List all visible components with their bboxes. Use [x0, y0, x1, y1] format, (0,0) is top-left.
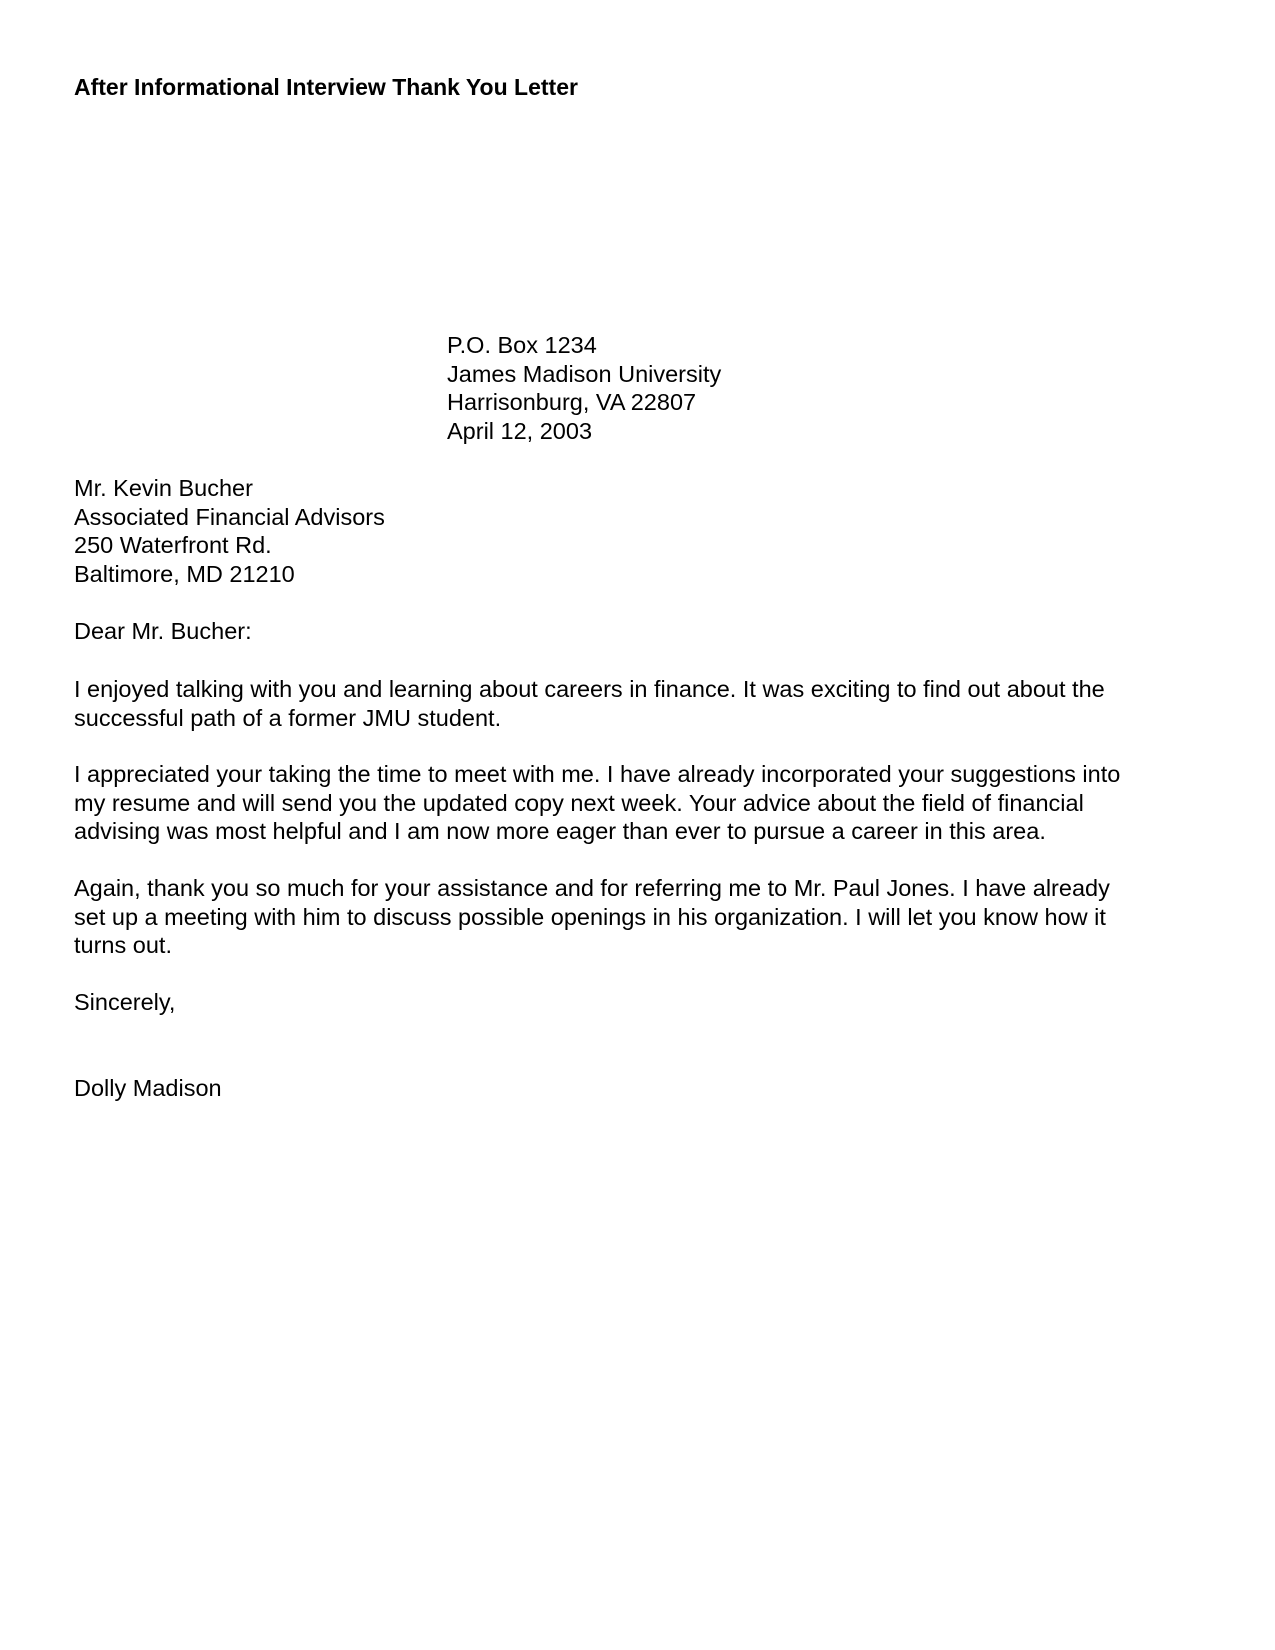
- recipient-street: 250 Waterfront Rd.: [74, 532, 272, 558]
- salutation-text: Dear Mr. Bucher:: [74, 618, 252, 644]
- paragraph-line: successful path of a former JMU student.: [74, 704, 502, 731]
- paragraph-line: advising was most helpful and I am now more eager than ever to pursue a career in this area.: [74, 818, 1046, 844]
- sender-address-line: Harrisonburg, VA 22807: [447, 389, 697, 415]
- sender-address-line: James Madison University: [447, 360, 722, 387]
- paragraph-line: I enjoyed talking with you and learning about careers in finance. It was exciting to find out about the: [74, 676, 1105, 702]
- recipient-name: Mr. Kevin Bucher: [74, 475, 253, 501]
- recipient-address: [74, 474, 385, 588]
- closing: [74, 988, 175, 1017]
- signature-name: Dolly Madison: [74, 1075, 222, 1101]
- sender-address-line: P.O. Box 1234: [447, 332, 597, 358]
- closing-text: Sincerely,: [74, 989, 176, 1015]
- paragraph-line: I appreciated your taking the time to meet with me. I have already incorporated your suggestions into: [74, 761, 1121, 787]
- recipient-company: Associated Financial Advisors: [74, 503, 385, 530]
- salutation: [74, 617, 252, 646]
- signature: [74, 1074, 222, 1103]
- paragraph-line: turns out.: [74, 932, 172, 958]
- page-title: After Informational Interview Thank You Letter: [74, 74, 578, 100]
- body-paragraph-2: [74, 760, 1120, 846]
- letter-date: April 12, 2003: [447, 417, 593, 444]
- body-paragraph-3: [74, 874, 1110, 960]
- paragraph-line: my resume and will send you the updated copy next week. Your advice about the field of financial: [74, 789, 1084, 816]
- paragraph-line: set up a meeting with him to discuss possible openings in his organization. I will let you know how it: [74, 903, 1106, 930]
- recipient-city: Baltimore, MD 21210: [74, 560, 295, 587]
- paragraph-line: Again, thank you so much for your assistance and for referring me to Mr. Paul Jones. I have already: [74, 875, 1110, 901]
- sender-address: [447, 331, 721, 445]
- body-paragraph-1: [74, 675, 1105, 732]
